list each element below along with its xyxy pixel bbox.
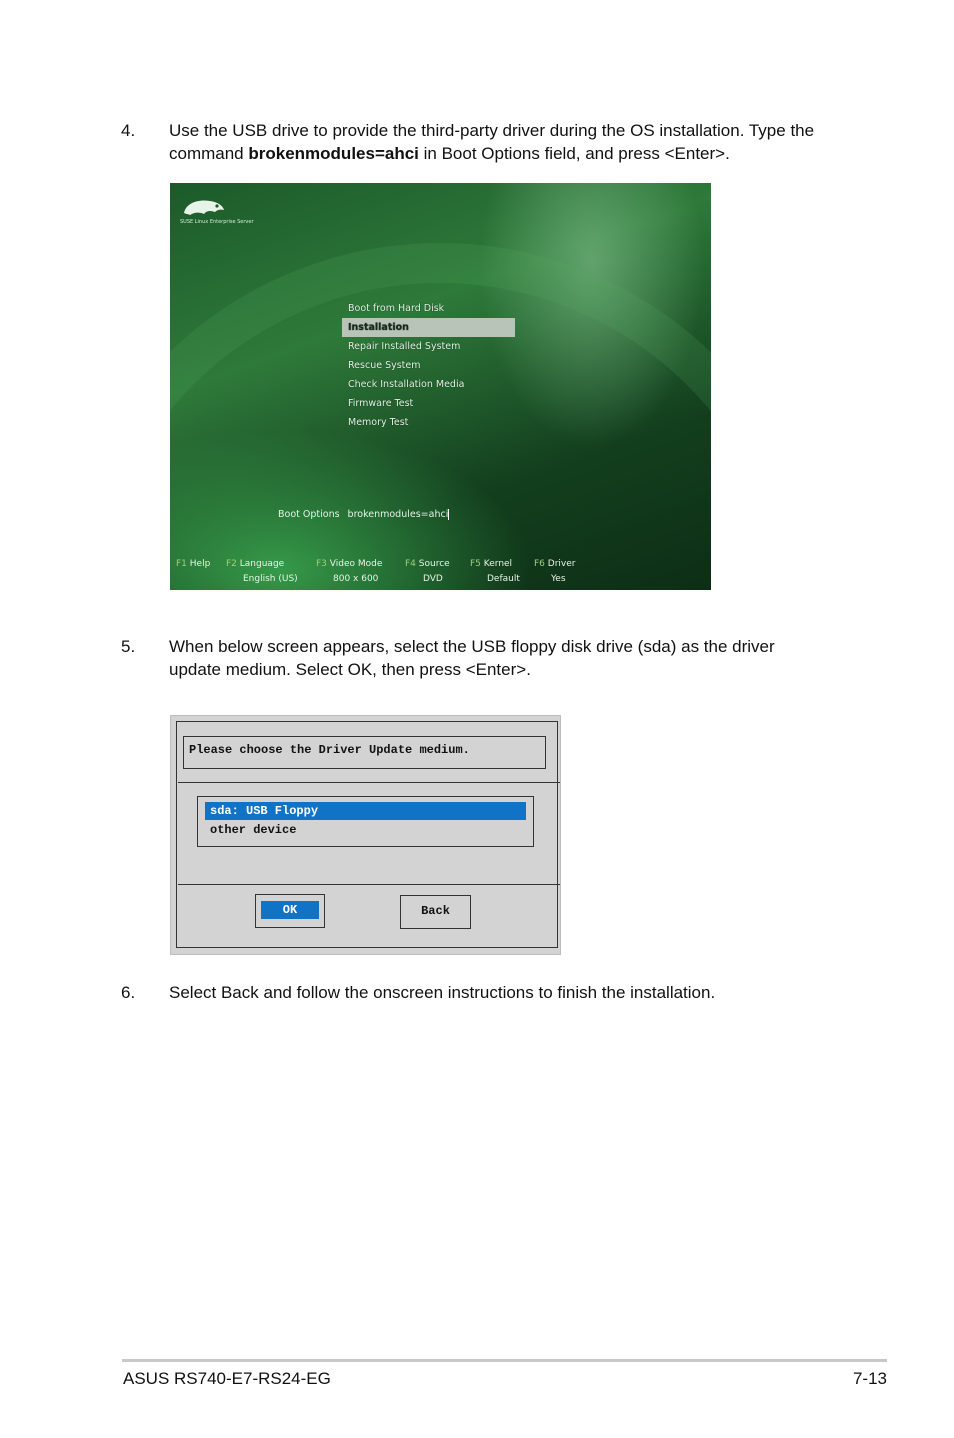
fkey-value: 800 x 600	[333, 574, 379, 584]
step-text	[169, 119, 839, 165]
page-number: 7-13	[852, 1369, 887, 1388]
fkey-key: F3	[316, 559, 327, 569]
dialog-prompt: Please choose the Driver Update medium.	[189, 743, 470, 757]
medium-option-selected[interactable]: sda: USB Floppy	[205, 802, 526, 820]
boot-menu-item[interactable]: Memory Test	[348, 417, 409, 428]
fkey-label: Driver	[547, 559, 576, 569]
fkey-label: Source	[418, 559, 450, 569]
fkey-value: DVD	[423, 574, 443, 584]
fkey-value: Yes	[551, 574, 566, 584]
boot-menu-item-selected[interactable]: Installation	[342, 318, 515, 337]
boot-menu-item[interactable]: Rescue System	[348, 360, 421, 371]
fkey-f5[interactable]	[470, 559, 512, 569]
step-number: 4.	[121, 121, 136, 140]
ok-button-label: OK	[261, 901, 319, 919]
boot-menu-item[interactable]: Boot from Hard Disk	[348, 303, 445, 314]
step-text-part: Use the USB drive to provide the third-party driver during the OS installation. Type the command	[169, 121, 815, 163]
fkey-value: English (US)	[243, 574, 298, 584]
step-number: 6.	[121, 983, 136, 1002]
step-text-part: in Boot Options field, and press <Enter>.	[418, 144, 730, 163]
fkey-f4[interactable]	[405, 559, 450, 569]
medium-listbox[interactable]	[197, 796, 534, 847]
footer-rule	[122, 1359, 887, 1362]
divider	[178, 884, 560, 885]
logo-text: SUSE Linux Enterprise Server	[180, 219, 254, 225]
fkey-label: Video Mode	[329, 559, 383, 569]
boot-options-value[interactable]: brokenmodules=ahci	[347, 509, 449, 520]
boot-menu-item[interactable]: Check Installation Media	[348, 379, 465, 390]
suse-logo	[180, 195, 254, 235]
step-text: When below screen appears, select the USB floppy disk drive (sda) as the driver update medium. Select OK, then press <Enter>.	[169, 637, 775, 679]
dialog-prompt-box	[183, 736, 546, 769]
step-text: Select Back and follow the onscreen instructions to finish the installation.	[169, 983, 716, 1002]
fkey-key: F4	[405, 559, 416, 569]
footer-title: ASUS RS740-E7-RS24-EG	[123, 1369, 331, 1388]
fkey-key: F1	[176, 559, 187, 569]
text-cursor	[448, 509, 449, 520]
fkey-key: F2	[226, 559, 237, 569]
fkey-f3[interactable]	[316, 559, 382, 569]
boot-options-label: Boot Options	[278, 509, 340, 520]
driver-update-dialog	[170, 715, 561, 955]
boot-menu-item[interactable]: Repair Installed System	[348, 341, 461, 352]
command-text: brokenmodules=ahci	[248, 144, 419, 163]
fkey-key: F6	[534, 559, 545, 569]
fkey-label: Language	[239, 559, 285, 569]
fkey-label: Help	[189, 559, 211, 569]
boot-menu-item[interactable]: Firmware Test	[348, 398, 414, 409]
back-button[interactable]	[400, 895, 471, 929]
step-number: 5.	[121, 637, 136, 656]
fkey-f6[interactable]	[534, 559, 575, 569]
medium-option[interactable]: other device	[210, 823, 297, 837]
fkey-value: Default	[487, 574, 520, 584]
function-key-bar	[170, 557, 711, 590]
boot-screen-screenshot	[170, 183, 711, 590]
fkey-f1[interactable]	[176, 559, 210, 569]
divider	[178, 782, 560, 783]
fkey-key: F5	[470, 559, 481, 569]
fkey-f2[interactable]	[226, 559, 284, 569]
boot-menu	[342, 299, 547, 432]
ok-button[interactable]	[255, 894, 325, 928]
fkey-label: Kernel	[483, 559, 513, 569]
chameleon-icon	[180, 195, 226, 219]
back-button-label: Back	[421, 904, 450, 918]
boot-options-field[interactable]	[278, 509, 449, 520]
